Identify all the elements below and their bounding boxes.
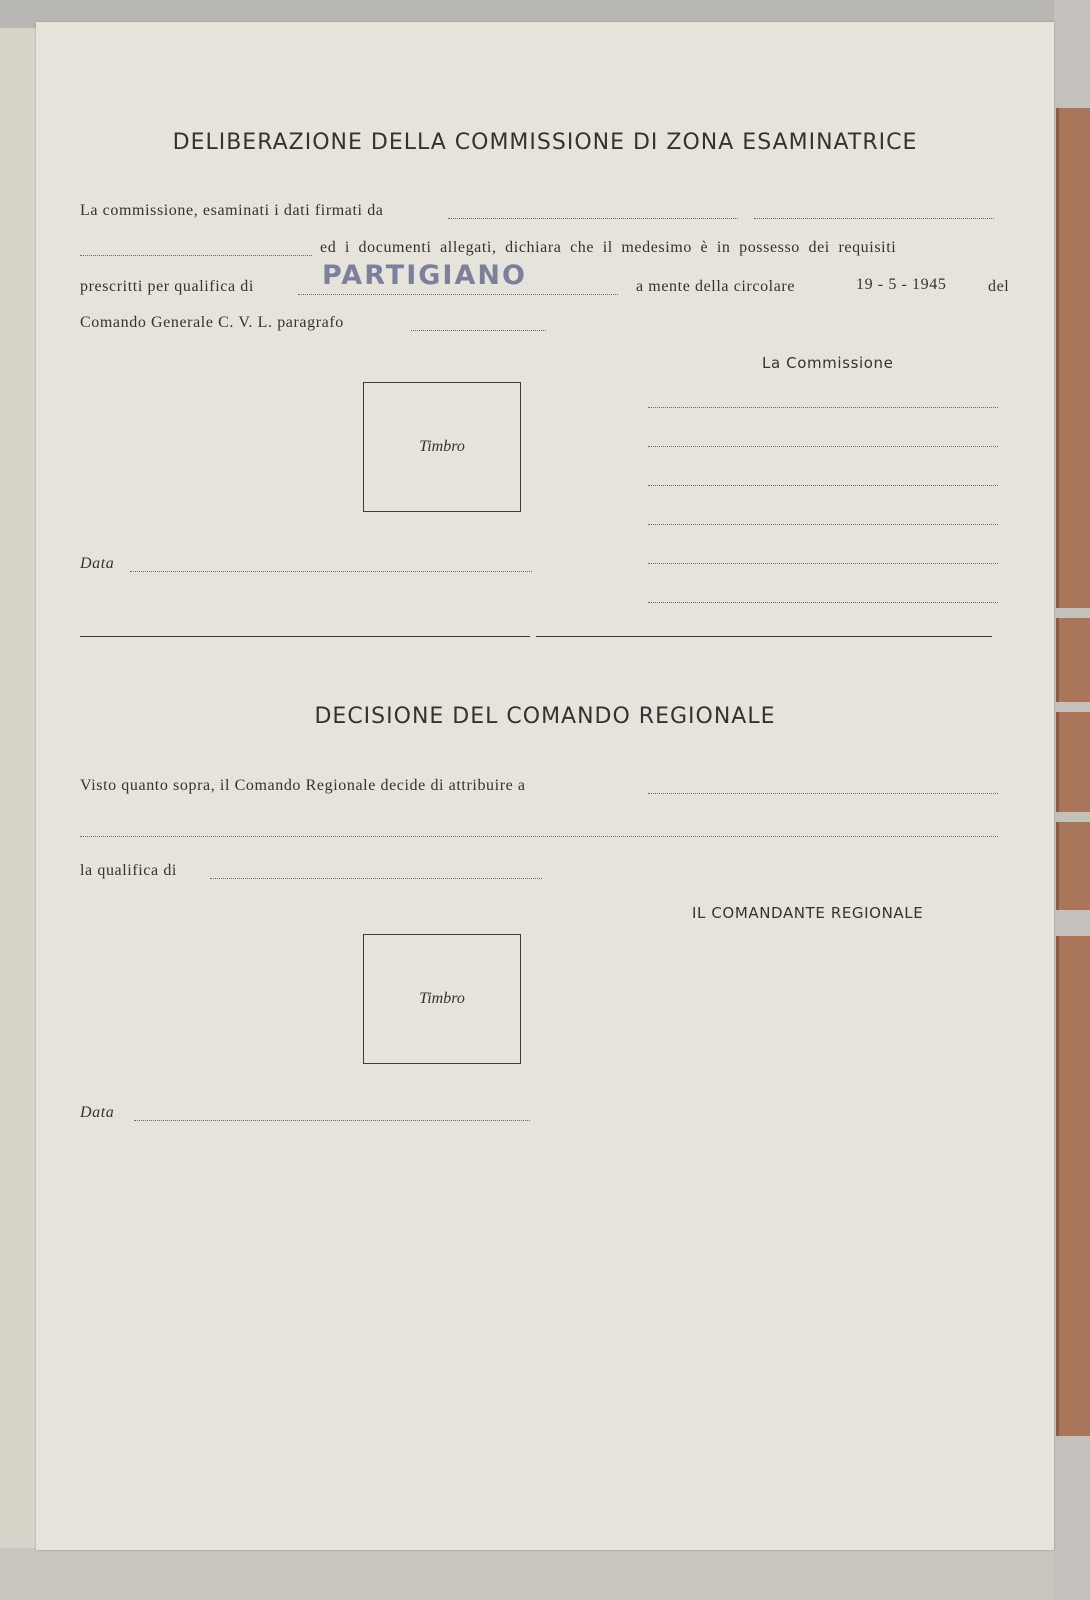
qualifica-field-line-2 [210, 878, 542, 879]
section2-title: DECISIONE DEL COMANDO REGIONALE [314, 704, 776, 729]
qualifica-field-line [298, 294, 618, 295]
signature-line-4 [648, 524, 998, 525]
section1-title: DELIBERAZIONE DELLA COMMISSIONE DI ZONA ESAMINATRICE [172, 130, 918, 155]
comandante-label: IL COMANDANTE REGIONALE [692, 904, 924, 922]
attribuire-field-line [648, 793, 998, 794]
binder-tab [1056, 936, 1090, 1436]
name-field-line-2 [754, 218, 994, 219]
commission-label: La Commissione [762, 354, 894, 372]
section-divider-right [536, 636, 992, 637]
circolare-date: 19 - 5 - 1945 [856, 276, 947, 293]
visto-text: Visto quanto sopra, il Comando Regionale decide di attribuire a [80, 777, 526, 794]
document-page [36, 22, 1054, 1550]
binder-tab [1056, 108, 1090, 608]
documents-text: ed i documenti allegati, dichiara che il medesimo è in possesso dei requisiti [320, 239, 897, 256]
previous-page-edge [0, 28, 37, 1548]
qualifica-label: la qualifica di [80, 862, 177, 879]
name-continuation-line [80, 255, 312, 256]
date-field-line-2 [134, 1120, 530, 1121]
commission-intro-text: La commissione, esaminati i dati firmati da [80, 202, 384, 219]
stamp-box-label-2: Timbro [419, 990, 465, 1007]
comando-paragrafo-text: Comando Generale C. V. L. paragrafo [80, 314, 344, 331]
binder-tab [1056, 712, 1090, 812]
name-field-line [448, 218, 738, 219]
attribuire-continuation-line [80, 836, 998, 837]
circolare-text: a mente della circolare [636, 278, 796, 295]
qualifica-prefix: prescritti per qualifica di [80, 278, 254, 295]
section-divider-left [80, 636, 530, 637]
date-field-line-1 [130, 571, 532, 572]
stamp-box-1 [363, 382, 521, 512]
signature-line-3 [648, 485, 998, 486]
binder-tab [1056, 618, 1090, 702]
paragrafo-field-line [411, 330, 546, 331]
signature-line-2 [648, 446, 998, 447]
date-label-1: Data [80, 555, 115, 572]
partigiano-stamp: PARTIGIANO [322, 260, 527, 291]
signature-line-1 [648, 407, 998, 408]
del-text: del [988, 278, 1010, 295]
date-label-2: Data [80, 1104, 115, 1121]
signature-line-5 [648, 563, 998, 564]
binder-tab [1056, 822, 1090, 910]
stamp-box-label: Timbro [419, 438, 465, 455]
stamp-box-2 [363, 934, 521, 1064]
signature-line-6 [648, 602, 998, 603]
